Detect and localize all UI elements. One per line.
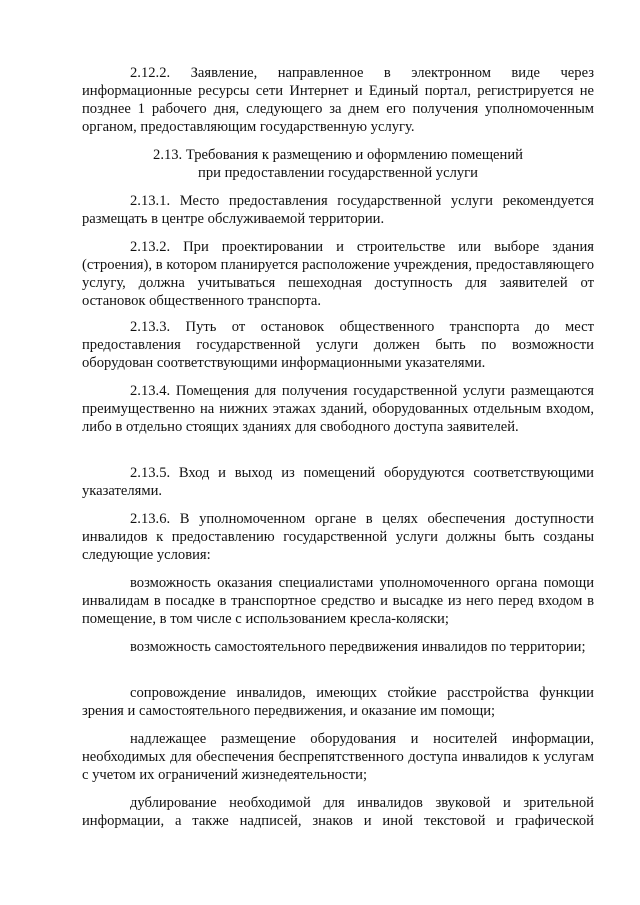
paragraph-2-13-1: 2.13.1. Место предоставления государственной услуги рекомендуется размещать в центре обслуживаемой территории. <box>82 193 594 227</box>
condition-item-4: надлежащее размещение оборудования и носителей информации, необходимых для обеспечения беспрепятственного доступа инвалидов к услугам с учетом их ограничений жизнедеятельности; <box>82 731 594 783</box>
condition-item-3: сопровождение инвалидов, имеющих стойкие расстройства функции зрения и самостоятельного передвижения, и оказание им помощи; <box>82 685 594 719</box>
paragraph-2-13-3: 2.13.3. Путь от остановок общественного транспорта до мест предоставления государственной услуги должен быть по возможности оборудован соответствующими информационными указателями. <box>82 319 594 371</box>
paragraph-2-13-5: 2.13.5. Вход и выход из помещений оборудуются соответствующими указателями. <box>82 465 594 499</box>
paragraph-2-12-2: 2.12.2. Заявление, направленное в электронном виде через информационные ресурсы сети Интернет и Единый портал, регистрируется не позднее 1 рабочего дня, следующего за днем его получения уполномоченным органом, предоставляющим государственную услугу. <box>82 65 594 135</box>
paragraph-2-13-2: 2.13.2. При проектировании и строительстве или выборе здания (строения), в котором планируется расположение учреждения, предоставляющего услугу, должна учитываться пешеходная доступность для заявителей от остановок общественного транспорта. <box>82 239 594 309</box>
section-heading-2-13-line1: 2.13. Требования к размещению и оформлению помещений <box>153 147 523 163</box>
condition-item-5: дублирование необходимой для инвалидов звуковой и зрительной информации, а также надписей, знаков и иной текстовой и графической <box>82 795 594 829</box>
paragraph-2-13-4: 2.13.4. Помещения для получения государственной услуги размещаются преимущественно на нижних этажах зданий, оборудованных отдельным входом, либо в отдельно стоящих зданиях для свободного доступа заявителей. <box>82 383 594 435</box>
condition-item-2: возможность самостоятельного передвижения инвалидов по территории; <box>130 639 586 655</box>
paragraph-2-13-6: 2.13.6. В уполномоченном органе в целях обеспечения доступности инвалидов к предоставлению государственной услуги должны быть созданы следующие условия: <box>82 511 594 563</box>
section-heading-2-13-line2: при предоставлении государственной услуги <box>198 165 478 181</box>
condition-item-1: возможность оказания специалистами уполномоченного органа помощи инвалидам в посадке в транспортное средство и высадке из него перед входом в помещение, в том числе с использованием кресла-коляски; <box>82 575 594 627</box>
